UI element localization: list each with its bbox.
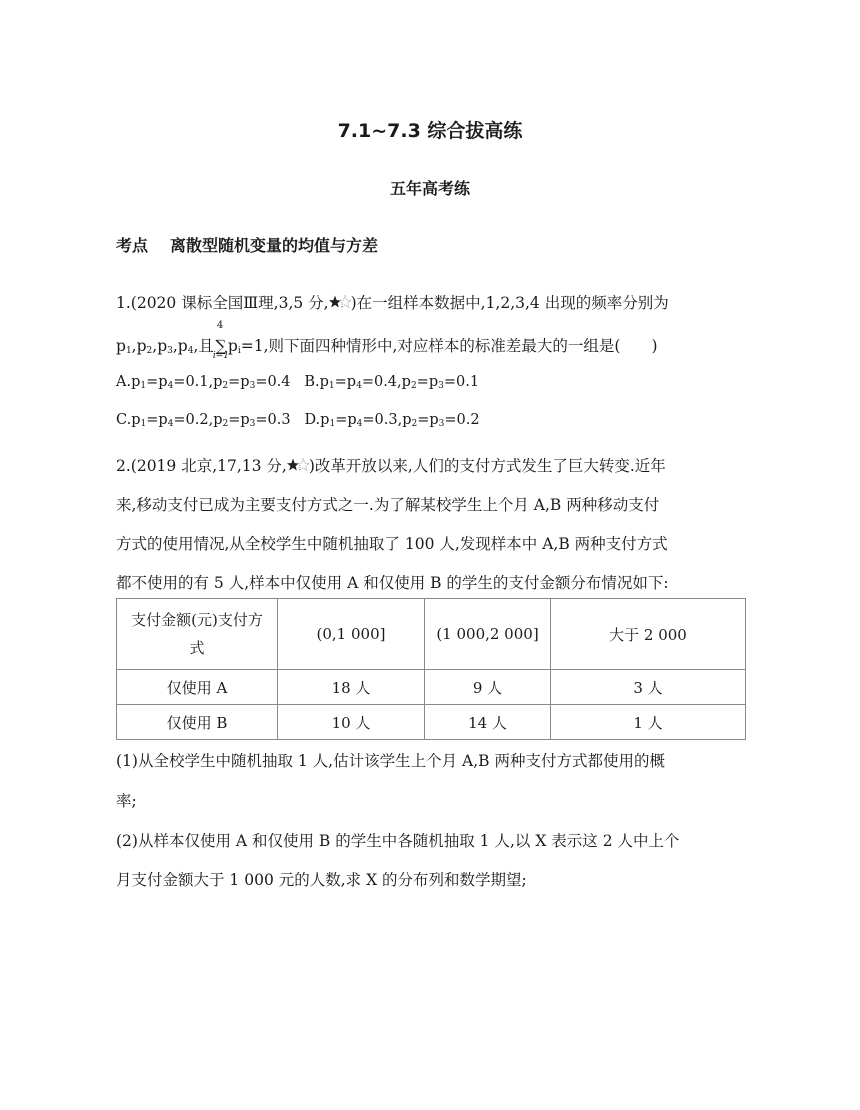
option-b: $B.p_1=p_4=0.4,p_2=p_3=0.1$ — [304, 374, 480, 391]
q2-part2-line-1: (2)从样本仅使用 A 和仅使用 B 的学生中各随机抽取 1 人,以 X 表示这 2 人中上个 — [116, 832, 680, 850]
table-cell: 3 人 — [551, 670, 746, 705]
q1-options-ab — [116, 374, 479, 391]
sigma-symbol: 4 ∑ i=1 — [212, 320, 230, 361]
q1-line2-post: =1,则下面四种情形中,对应样本的标准差最大的一组是( ) — [240, 337, 658, 355]
table-row-label: 仅使用 B — [117, 705, 278, 740]
q1-source: 1.(2020 课标全国Ⅲ理,3,5 分, — [116, 294, 329, 312]
difficulty-star-icon — [287, 458, 309, 472]
table-header-cell: (0,1 000] — [278, 599, 425, 670]
table-row — [117, 670, 746, 705]
table-header-cell: (1 000,2 000] — [425, 599, 551, 670]
option-a: $A.p_1=p_4=0.1,p_2=p_3=0.4$ — [116, 374, 291, 391]
difficulty-star-icon — [329, 295, 351, 309]
table-header-cell: 大于 2 000 — [551, 599, 746, 670]
topic-heading — [116, 233, 378, 256]
q1-text-a: )在一组样本数据中,1,2,3,4 出现的频率分别为 — [350, 294, 669, 312]
page-title: 7.1~7.3 综合拔高练 — [337, 120, 523, 142]
table-cell: 14 人 — [425, 705, 551, 740]
table-cell: 1 人 — [551, 705, 746, 740]
option-c: $C.p_1=p_4=0.2,p_2=p_3=0.3$ — [116, 412, 291, 429]
table-cell: 18 人 — [278, 670, 425, 705]
q2-text-a: )改革开放以来,人们的支付方式发生了巨大转变.近年 — [308, 457, 666, 475]
q2-line-1 — [116, 454, 666, 476]
table-header-row — [117, 599, 746, 670]
table-corner-cell: 支付金额(元)支付方 式 — [117, 599, 278, 670]
q2-line-2: 来,移动支付已成为主要支付方式之一.为了解某校学生上个月 A,B 两种移动支付 — [116, 496, 660, 514]
topic-label: 考点 — [116, 236, 149, 255]
table-row-label: 仅使用 A — [117, 670, 278, 705]
table-cell: 9 人 — [425, 670, 551, 705]
q1-line-1 — [116, 291, 669, 313]
q2-part1-line-2: 率; — [116, 792, 137, 810]
q2-part2-line-2: 月支付金额大于 1 000 元的人数,求 X 的分布列和数学期望; — [116, 871, 527, 889]
q2-line-3: 方式的使用情况,从全校学生中随机抽取了 100 人,发现样本中 A,B 两种支付方式 — [116, 535, 668, 553]
q2-line-4: 都不使用的有 5 人,样本中仅使用 A 和仅使用 B 的学生的支付金额分布情况如下: — [116, 574, 669, 592]
table-row — [117, 705, 746, 740]
q1-p-list: $p_1,p_2,p_3,p_4$ — [116, 337, 194, 356]
topic-title: 离散型随机变量的均值与方差 — [170, 236, 379, 255]
payment-table — [116, 598, 746, 740]
q2-part1-line-1: (1)从全校学生中随机抽取 1 人,估计该学生上个月 A,B 两种支付方式都使用的概 — [116, 752, 665, 770]
q2-source: 2.(2019 北京,17,13 分, — [116, 457, 287, 475]
table-cell: 10 人 — [278, 705, 425, 740]
q1-line-2: $p_1,p_2,p_3,p_4$,且 4 ∑ i=1 $p_i=1$,则下面四种情形中,对应样本的标准差最大的一组是( ) — [116, 320, 658, 361]
q1-options-cd — [116, 412, 480, 429]
section-subtitle: 五年高考练 — [389, 179, 470, 198]
option-d: $D.p_1=p_4=0.3,p_2=p_3=0.2$ — [304, 412, 480, 429]
